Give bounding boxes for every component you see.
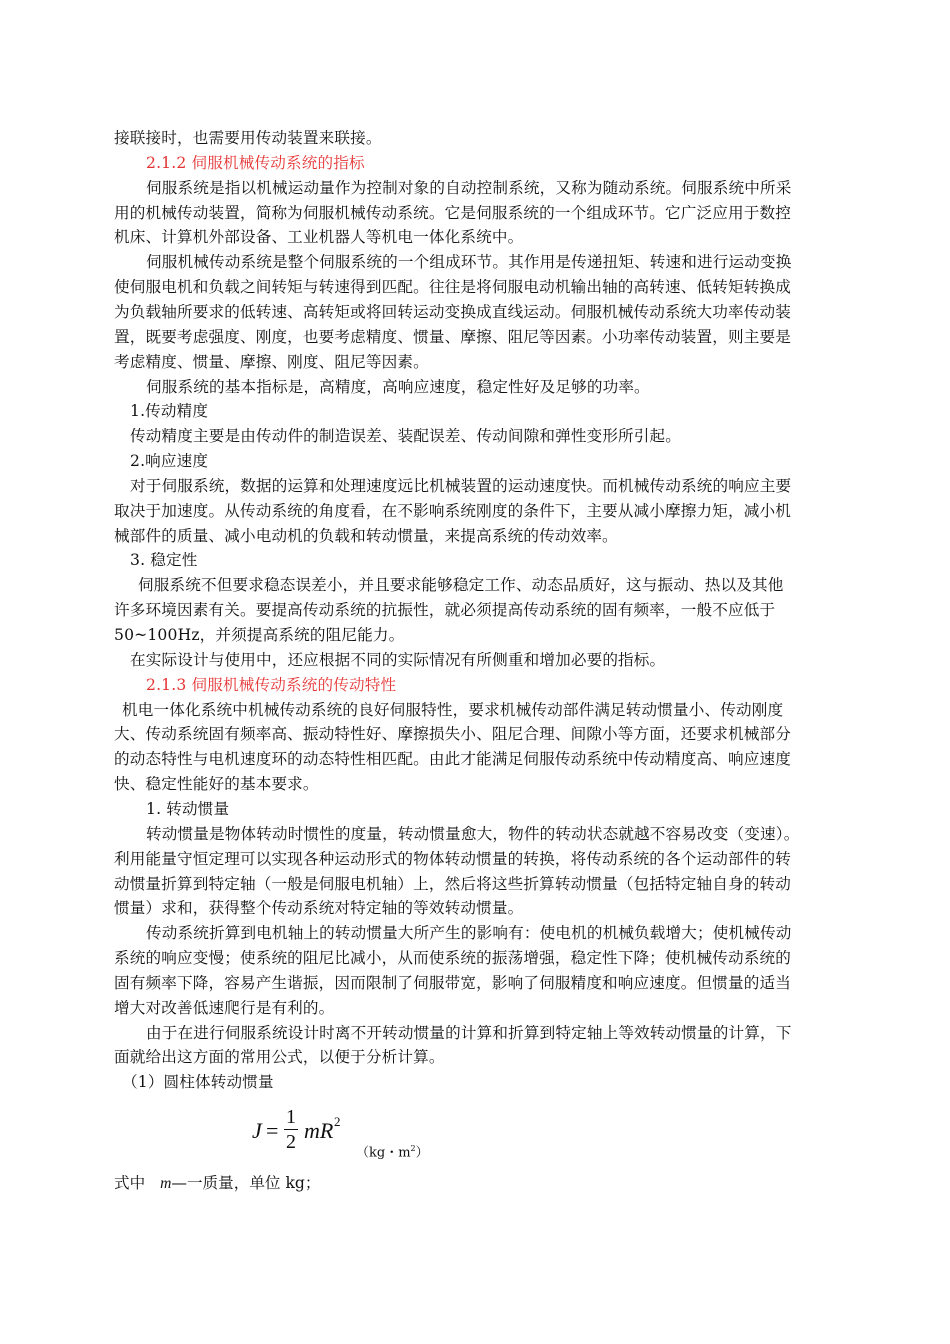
text-line: 许多环境因素有关。要提高传动系统的抗振性，就必须提高传动系统的固有频率，一般不应低于 (114, 601, 776, 620)
text-line: 伺服系统的基本指标是，高精度，高响应速度，稳定性好及足够的功率。 (146, 377, 650, 396)
definition-symbol: m (160, 1175, 172, 1192)
unit-suffix: ） (415, 1145, 429, 1161)
text-line: 使伺服电机和负载之间转矩与转速得到匹配。往往是将伺服电动机输出轴的高转速、低转矩转换成 (114, 278, 791, 297)
formula-lhs: J (252, 1118, 262, 1143)
unit-exponent: 2 (410, 1144, 416, 1153)
text-line: 传动系统折算到电机轴上的转动惯量大所产生的影响有：使电机的机械负载增大；使机械传动 (146, 924, 792, 943)
text-line: 械部件的质量、减小电动机的负载和转动惯量，来提高系统的传动效率。 (114, 526, 618, 545)
symbol-definition (114, 1172, 320, 1195)
text-line: 1. 转动惯量 (146, 799, 230, 818)
text-line: 利用能量守恒定理可以实现各种运动形式的物体转动惯量的转换，将传动系统的各个运动部件的转 (114, 849, 791, 868)
text-line: 转动惯量是物体转动时惯性的度量，转动惯量愈大，物件的转动状态就越不容易改变（变速）。 (146, 824, 800, 843)
text-line: 的动态特性与电机速度环的动态特性相匹配。由此才能满足伺服传动系统中传动精度高、响应速度 (114, 750, 791, 769)
text-line: 传动精度主要是由传动件的制造误差、装配误差、传动间隙和弹性变形所引起。 (130, 427, 682, 446)
formula-exponent: 2 (334, 1114, 341, 1129)
text-line: 在实际设计与使用中，还应根据不同的实际情况有所侧重和增加必要的指标。 (130, 650, 666, 669)
text-line: 伺服机械传动系统是整个伺服系统的一个组成环节。其作用是传递扭矩、转速和进行运动变换 (146, 253, 792, 272)
text-line: 1.传动精度 (130, 402, 209, 421)
text-line: 惯量）求和，获得整个传动系统对特定轴的等效转动惯量。 (114, 899, 524, 918)
formula-fraction (284, 1106, 298, 1153)
text-line: 系统的响应变慢；使系统的阻尼比减小，从而使系统的振荡增强，稳定性下降；使机械传动系统的 (114, 949, 791, 968)
text-line: 用的机械传动装置，简称为伺服机械传动系统。它是伺服系统的一个组成环节。它广泛应用于数控 (114, 203, 791, 222)
text-line: 3. 稳定性 (130, 551, 198, 570)
fraction-bar (284, 1129, 298, 1130)
unit-prefix: （kg・m (356, 1145, 411, 1161)
text-line: 大、传动系统固有频率高、振动特性好、摩擦损失小、阻尼合理、间隙小等方面，还要求机械部分 (114, 725, 791, 744)
text-line: 增大对改善低速爬行是有利的。 (114, 998, 335, 1017)
text-line: 取决于加速度。从传动系统的角度看，在不影响系统刚度的条件下，主要从减小摩擦力矩，减小机 (114, 501, 791, 520)
text-line: 面就给出这方面的常用公式，以便于分析计算。 (114, 1048, 445, 1067)
section-heading: 2.1.3 伺服机械传动系统的传动特性 (146, 675, 397, 694)
text-line: 由于在进行伺服系统设计时离不开转动惯量的计算和折算到特定轴上等效转动惯量的计算，下 (146, 1023, 792, 1042)
text-line: （1）圆柱体转动惯量 (122, 1073, 274, 1092)
text-line: 置，既要考虑强度、刚度，也要考虑精度、惯量、摩擦、阻尼等因素。小功率传动装置，则主要是 (114, 327, 791, 346)
text-line: 对于伺服系统，数据的运算和处理速度远比机械装置的运动速度快。而机械传动系统的响应主要 (130, 476, 792, 495)
text-line: 快、稳定性能好的基本要求。 (114, 775, 319, 794)
formula-rhs: mR (304, 1118, 334, 1143)
text-line: 动惯量折算到特定轴（一般是伺服电机轴）上，然后将这些折算转动惯量（包括特定轴自身的转动 (114, 874, 791, 893)
text-line: 2.响应速度 (130, 452, 209, 471)
text-line: 接联接时，也需要用传动装置来联接。 (114, 129, 382, 147)
formula-numerator: 1 (286, 1106, 296, 1128)
text-line: 机电一体化系统中机械传动系统的良好伺服特性，要求机械传动部件满足转动惯量小、传动刚度 (122, 700, 784, 719)
text-line: 为负载轴所要求的低转速、高转矩或将回转运动变换成直线运动。伺服机械传动系统大功率传动装 (114, 302, 791, 321)
text-line: 伺服系统是指以机械运动量作为控制对象的自动控制系统，又称为随动系统。伺服系统中所采 (146, 178, 792, 197)
formula-equals: = (266, 1118, 279, 1143)
text-line: 机床、计算机外部设备、工业机器人等机电一体化系统中。 (114, 228, 524, 247)
section-heading: 2.1.2 伺服机械传动系统的指标 (146, 153, 365, 172)
text-line: 考虑精度、惯量、摩擦、刚度、阻尼等因素。 (114, 352, 429, 371)
text-line: 伺服系统不但要求稳态误差小，并且要求能够稳定工作、动态品质好，这与振动、热以及其他 (138, 576, 784, 595)
formula-denominator: 2 (286, 1131, 296, 1153)
text-line: 50~100Hz，并须提高系统的阻尼能力。 (114, 626, 405, 644)
text-line: 固有频率下降，容易产生谐振，因而限制了伺服带宽，影响了伺服精度和响应速度。但惯量的适当 (114, 973, 791, 992)
definition-text: —一质量，单位 kg； (171, 1174, 321, 1192)
formula-unit (356, 1140, 429, 1162)
definition-prefix: 式中 (114, 1174, 146, 1192)
